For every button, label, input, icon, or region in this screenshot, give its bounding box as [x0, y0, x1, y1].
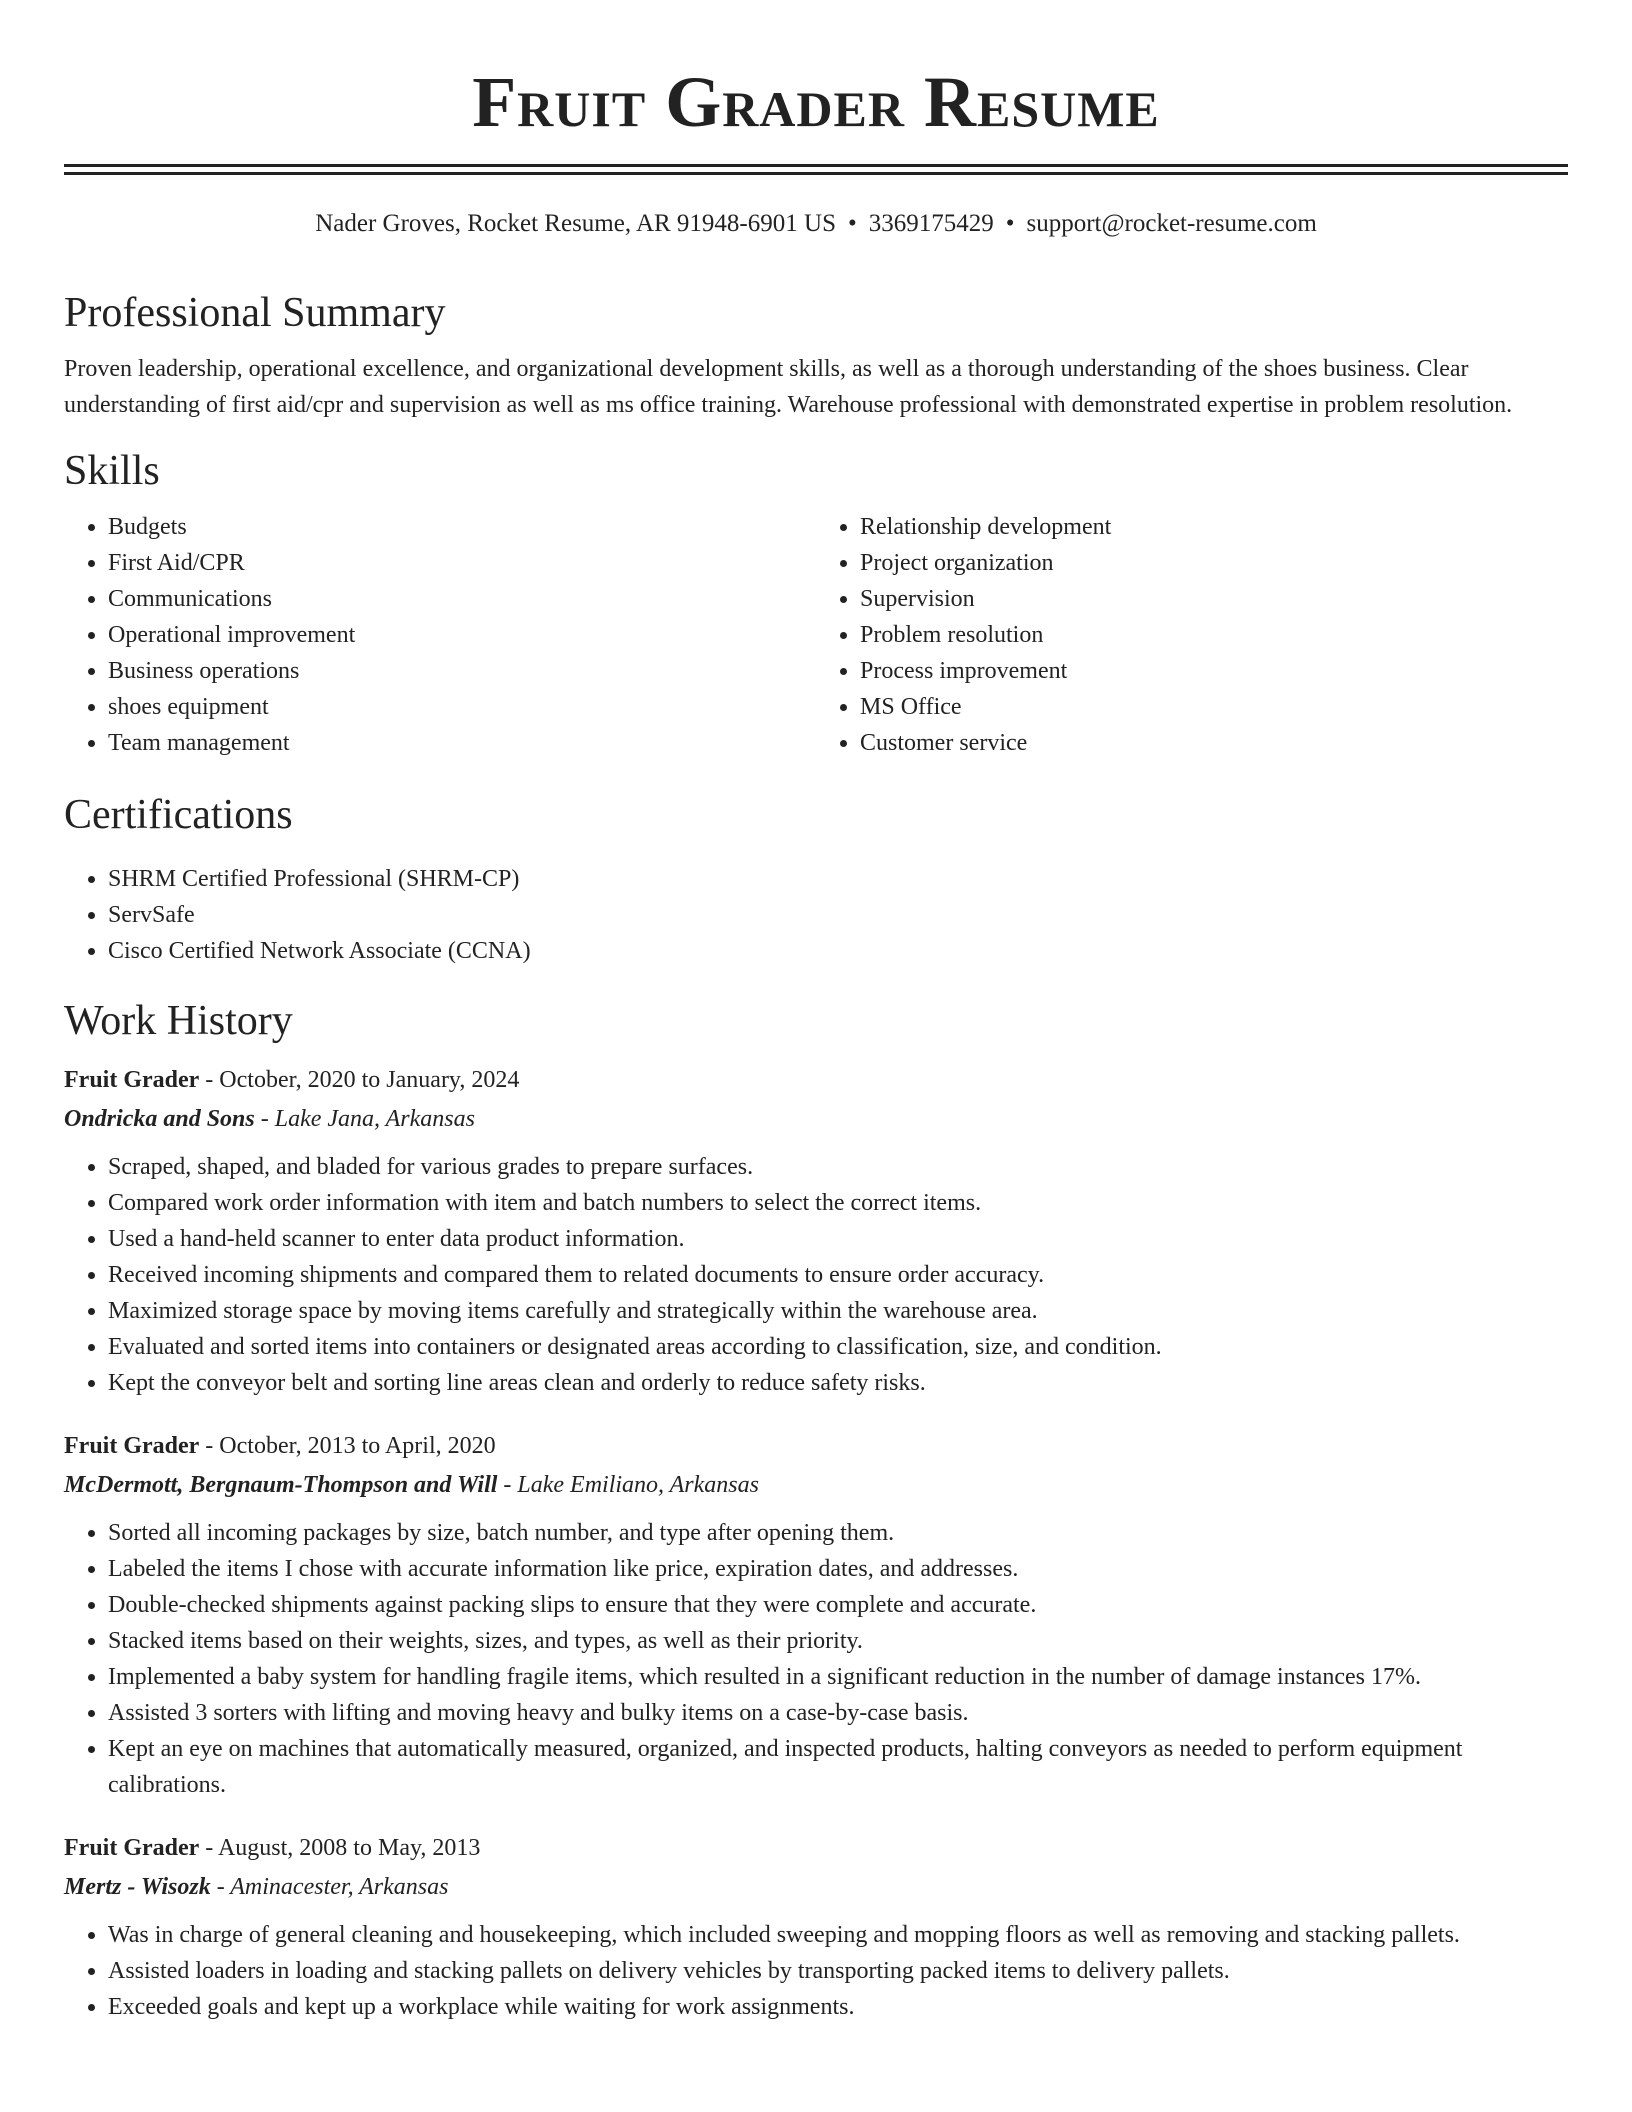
- job-company: Ondricka and Sons: [64, 1106, 255, 1132]
- job-entry: [64, 1427, 1568, 1803]
- job-company: Mertz - Wisozk: [64, 1874, 211, 1900]
- job-header: [64, 1829, 1568, 1867]
- job-dates: - October, 2013 to April, 2020: [199, 1433, 496, 1459]
- skill-item: • Supervision: [860, 581, 1568, 617]
- contact-separator: •: [1005, 210, 1015, 237]
- job-bullet: • Was in charge of general cleaning and housekeeping, which included sweeping and mopping floors as well as removing and stacking pallets.: [108, 1917, 1568, 1953]
- skills-columns: [64, 509, 1568, 761]
- skill-item: • Communications: [108, 581, 816, 617]
- skills-list-right: [816, 509, 1568, 761]
- job-bullet: • Evaluated and sorted items into containers or designated areas according to classification, size, and condition.: [108, 1329, 1568, 1365]
- title-divider: [64, 164, 1568, 175]
- job-bullet: • Scraped, shaped, and bladed for various grades to prepare surfaces.: [108, 1149, 1568, 1185]
- skill-item: • MS Office: [860, 689, 1568, 725]
- skill-item: • Operational improvement: [108, 617, 816, 653]
- job-bullet: • Compared work order information with item and batch numbers to select the correct items.: [108, 1185, 1568, 1221]
- skills-heading: Skills: [64, 448, 160, 494]
- skill-item: • Relationship development: [860, 509, 1568, 545]
- job-employer: [64, 1099, 1568, 1139]
- skills-list-left: [64, 509, 816, 761]
- job-location: - Aminacester, Arkansas: [210, 1874, 449, 1900]
- job-entry: [64, 1061, 1568, 1401]
- skill-item: • Team management: [108, 725, 816, 761]
- skill-item: • Budgets: [108, 509, 816, 545]
- job-bullet: • Assisted 3 sorters with lifting and moving heavy and bulky items on a case-by-case basis.: [108, 1695, 1568, 1731]
- job-bullet: • Kept the conveyor belt and sorting line areas clean and orderly to reduce safety risks.: [108, 1365, 1568, 1401]
- contact-line: [64, 207, 1568, 241]
- job-location: - Lake Emiliano, Arkansas: [497, 1472, 759, 1498]
- job-bullet: • Implemented a baby system for handling fragile items, which resulted in a significant reduction in the number of damage instances 17%.: [108, 1659, 1568, 1695]
- job-bullet: • Stacked items based on their weights, sizes, and types, as well as their priority.: [108, 1623, 1568, 1659]
- job-bullet: • Kept an eye on machines that automatically measured, organized, and inspected products, halting conveyors as needed to perform equipment calibrations.: [108, 1731, 1568, 1803]
- certification-item: • Cisco Certified Network Associate (CCNA): [108, 933, 1568, 969]
- job-bullets: [64, 1149, 1568, 1401]
- job-bullet: • Sorted all incoming packages by size, batch number, and type after opening them.: [108, 1515, 1568, 1551]
- job-bullet: • Double-checked shipments against packing slips to ensure that they were complete and accurate.: [108, 1587, 1568, 1623]
- job-employer: [64, 1465, 1568, 1505]
- contact-email: support@rocket-resume.com: [1026, 210, 1317, 237]
- contact-separator: •: [847, 210, 857, 237]
- job-title: Fruit Grader: [64, 1067, 200, 1093]
- skill-item: • Business operations: [108, 653, 816, 689]
- job-title: Fruit Grader: [64, 1835, 200, 1861]
- job-bullet: • Maximized storage space by moving items carefully and strategically within the warehouse area.: [108, 1293, 1568, 1329]
- job-dates: - October, 2020 to January, 2024: [199, 1067, 520, 1093]
- certification-item: • SHRM Certified Professional (SHRM-CP): [108, 861, 1568, 897]
- job-bullet: • Received incoming shipments and compared them to related documents to ensure order accuracy.: [108, 1257, 1568, 1293]
- work-history-heading: Work History: [64, 998, 293, 1044]
- job-bullet: • Used a hand-held scanner to enter data product information.: [108, 1221, 1568, 1257]
- certifications-heading: Certifications: [64, 792, 293, 838]
- job-location: - Lake Jana, Arkansas: [254, 1106, 475, 1132]
- contact-address: Nader Groves, Rocket Resume, AR 91948-6901 US: [315, 210, 836, 237]
- job-bullet: • Exceeded goals and kept up a workplace while waiting for work assignments.: [108, 1989, 1568, 2025]
- summary-heading: Professional Summary: [64, 290, 446, 336]
- job-entry: [64, 1829, 1568, 2025]
- job-bullet: • Assisted loaders in loading and stacking pallets on delivery vehicles by transporting packed items to delivery pallets.: [108, 1953, 1568, 1989]
- work-history-list: [64, 1061, 1568, 2025]
- skill-item: • Customer service: [860, 725, 1568, 761]
- skill-item: • First Aid/CPR: [108, 545, 816, 581]
- certifications-list: [64, 861, 1568, 969]
- certification-item: • ServSafe: [108, 897, 1568, 933]
- page-title: Fruit Grader Resume: [472, 62, 1160, 142]
- job-bullet: • Labeled the items I chose with accurate information like price, expiration dates, and addresses.: [108, 1551, 1568, 1587]
- job-bullets: [64, 1917, 1568, 2025]
- job-dates: - August, 2008 to May, 2013: [199, 1835, 481, 1861]
- job-title: Fruit Grader: [64, 1433, 200, 1459]
- summary-text: Proven leadership, operational excellence, and organizational development skills, as well as a thorough understanding of the shoes business. Clear understanding of first aid/cpr and supervision as well as ms office training. Warehouse professional with demonstrated expertise in problem resolution.: [64, 356, 1513, 418]
- job-employer: [64, 1867, 1568, 1907]
- skill-item: • Process improvement: [860, 653, 1568, 689]
- job-header: [64, 1061, 1568, 1099]
- job-header: [64, 1427, 1568, 1465]
- skill-item: • shoes equipment: [108, 689, 816, 725]
- skill-item: • Problem resolution: [860, 617, 1568, 653]
- job-company: McDermott, Bergnaum-Thompson and Will: [64, 1472, 498, 1498]
- skill-item: • Project organization: [860, 545, 1568, 581]
- job-bullets: [64, 1515, 1568, 1803]
- contact-phone: 3369175429: [868, 210, 994, 237]
